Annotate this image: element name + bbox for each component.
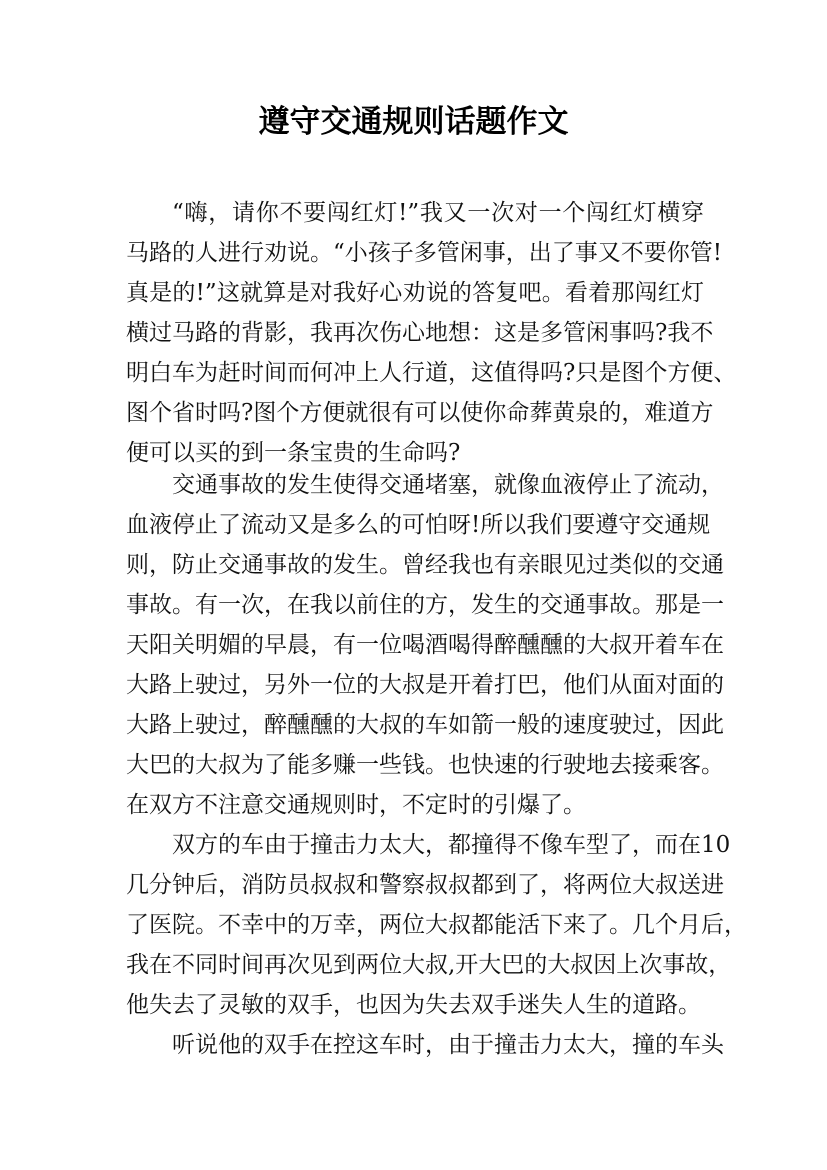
text-line: 大路上驶过，另外一位的大叔是开着打巴，他们从面对面的 — [126, 672, 724, 698]
text-line: 在双方不注意交通规则时，不定时的引爆了。 — [126, 792, 586, 818]
text-line: 真是的!”这就算是对我好心劝说的答复吧。看着那闯红灯 — [126, 280, 704, 306]
text-line: 天阳关明媚的早晨，有一位喝酒喝得醉醺醺的大叔开着车在 — [126, 632, 724, 658]
text-line: 听说他的双手在控这车时，由于撞击力太大，撞的车头 — [172, 1032, 724, 1058]
text-line: 马路的人进行劝说。“小孩子多管闲事，出了事又不要你管! — [126, 240, 723, 266]
text-line: 则，防止交通事故的发生。曾经我也有亲眼见过类似的交通 — [126, 552, 724, 578]
text-line: 大路上驶过，醉醺醺的大叔的车如箭一般的速度驶过，因此 — [126, 712, 724, 738]
text-line: 血液停止了流动又是多么的可怕呀!所以我们要遵守交通规 — [126, 512, 711, 538]
text-line: 双方的车由于撞击力太大，都撞得不像车型了，而在10 — [172, 832, 731, 858]
document-title: 遵守交通规则话题作文 — [258, 104, 569, 140]
text-line: 我在不同时间再次见到两位大叔,开大巴的大叔因上次事故， — [126, 952, 732, 978]
text-line: 图个省时吗?图个方便就很有可以使你命葬黄泉的，难道方 — [126, 400, 714, 426]
text-line: “嗨，请你不要闯红灯!”我又一次对一个闯红灯横穿 — [172, 200, 704, 226]
text-line: 横过马路的背影，我再次伤心地想：这是多管闲事吗?我不 — [126, 320, 714, 346]
text-line: 明白车为赶时间而何冲上人行道，这值得吗?只是图个方便、 — [126, 360, 737, 386]
text-line: 大巴的大叔为了能多赚一些钱。也快速的行驶地去接乘客。 — [126, 752, 724, 778]
text-line: 他失去了灵敏的双手，也因为失去双手迷失人生的道路。 — [126, 992, 701, 1018]
text-line: 交通事故的发生使得交通堵塞，就像血液停止了流动， — [172, 472, 724, 498]
text-line: 几分钟后，消防员叔叔和警察叔叔都到了，将两位大叔送进 — [126, 872, 724, 898]
text-line: 事故。有一次，在我以前住的方，发生的交通事故。那是一 — [126, 592, 724, 618]
text-line: 了医院。不幸中的万幸，两位大叔都能活下来了。几个月后， — [126, 912, 747, 938]
text-line: 便可以买的到一条宝贵的生命吗? — [126, 440, 461, 466]
